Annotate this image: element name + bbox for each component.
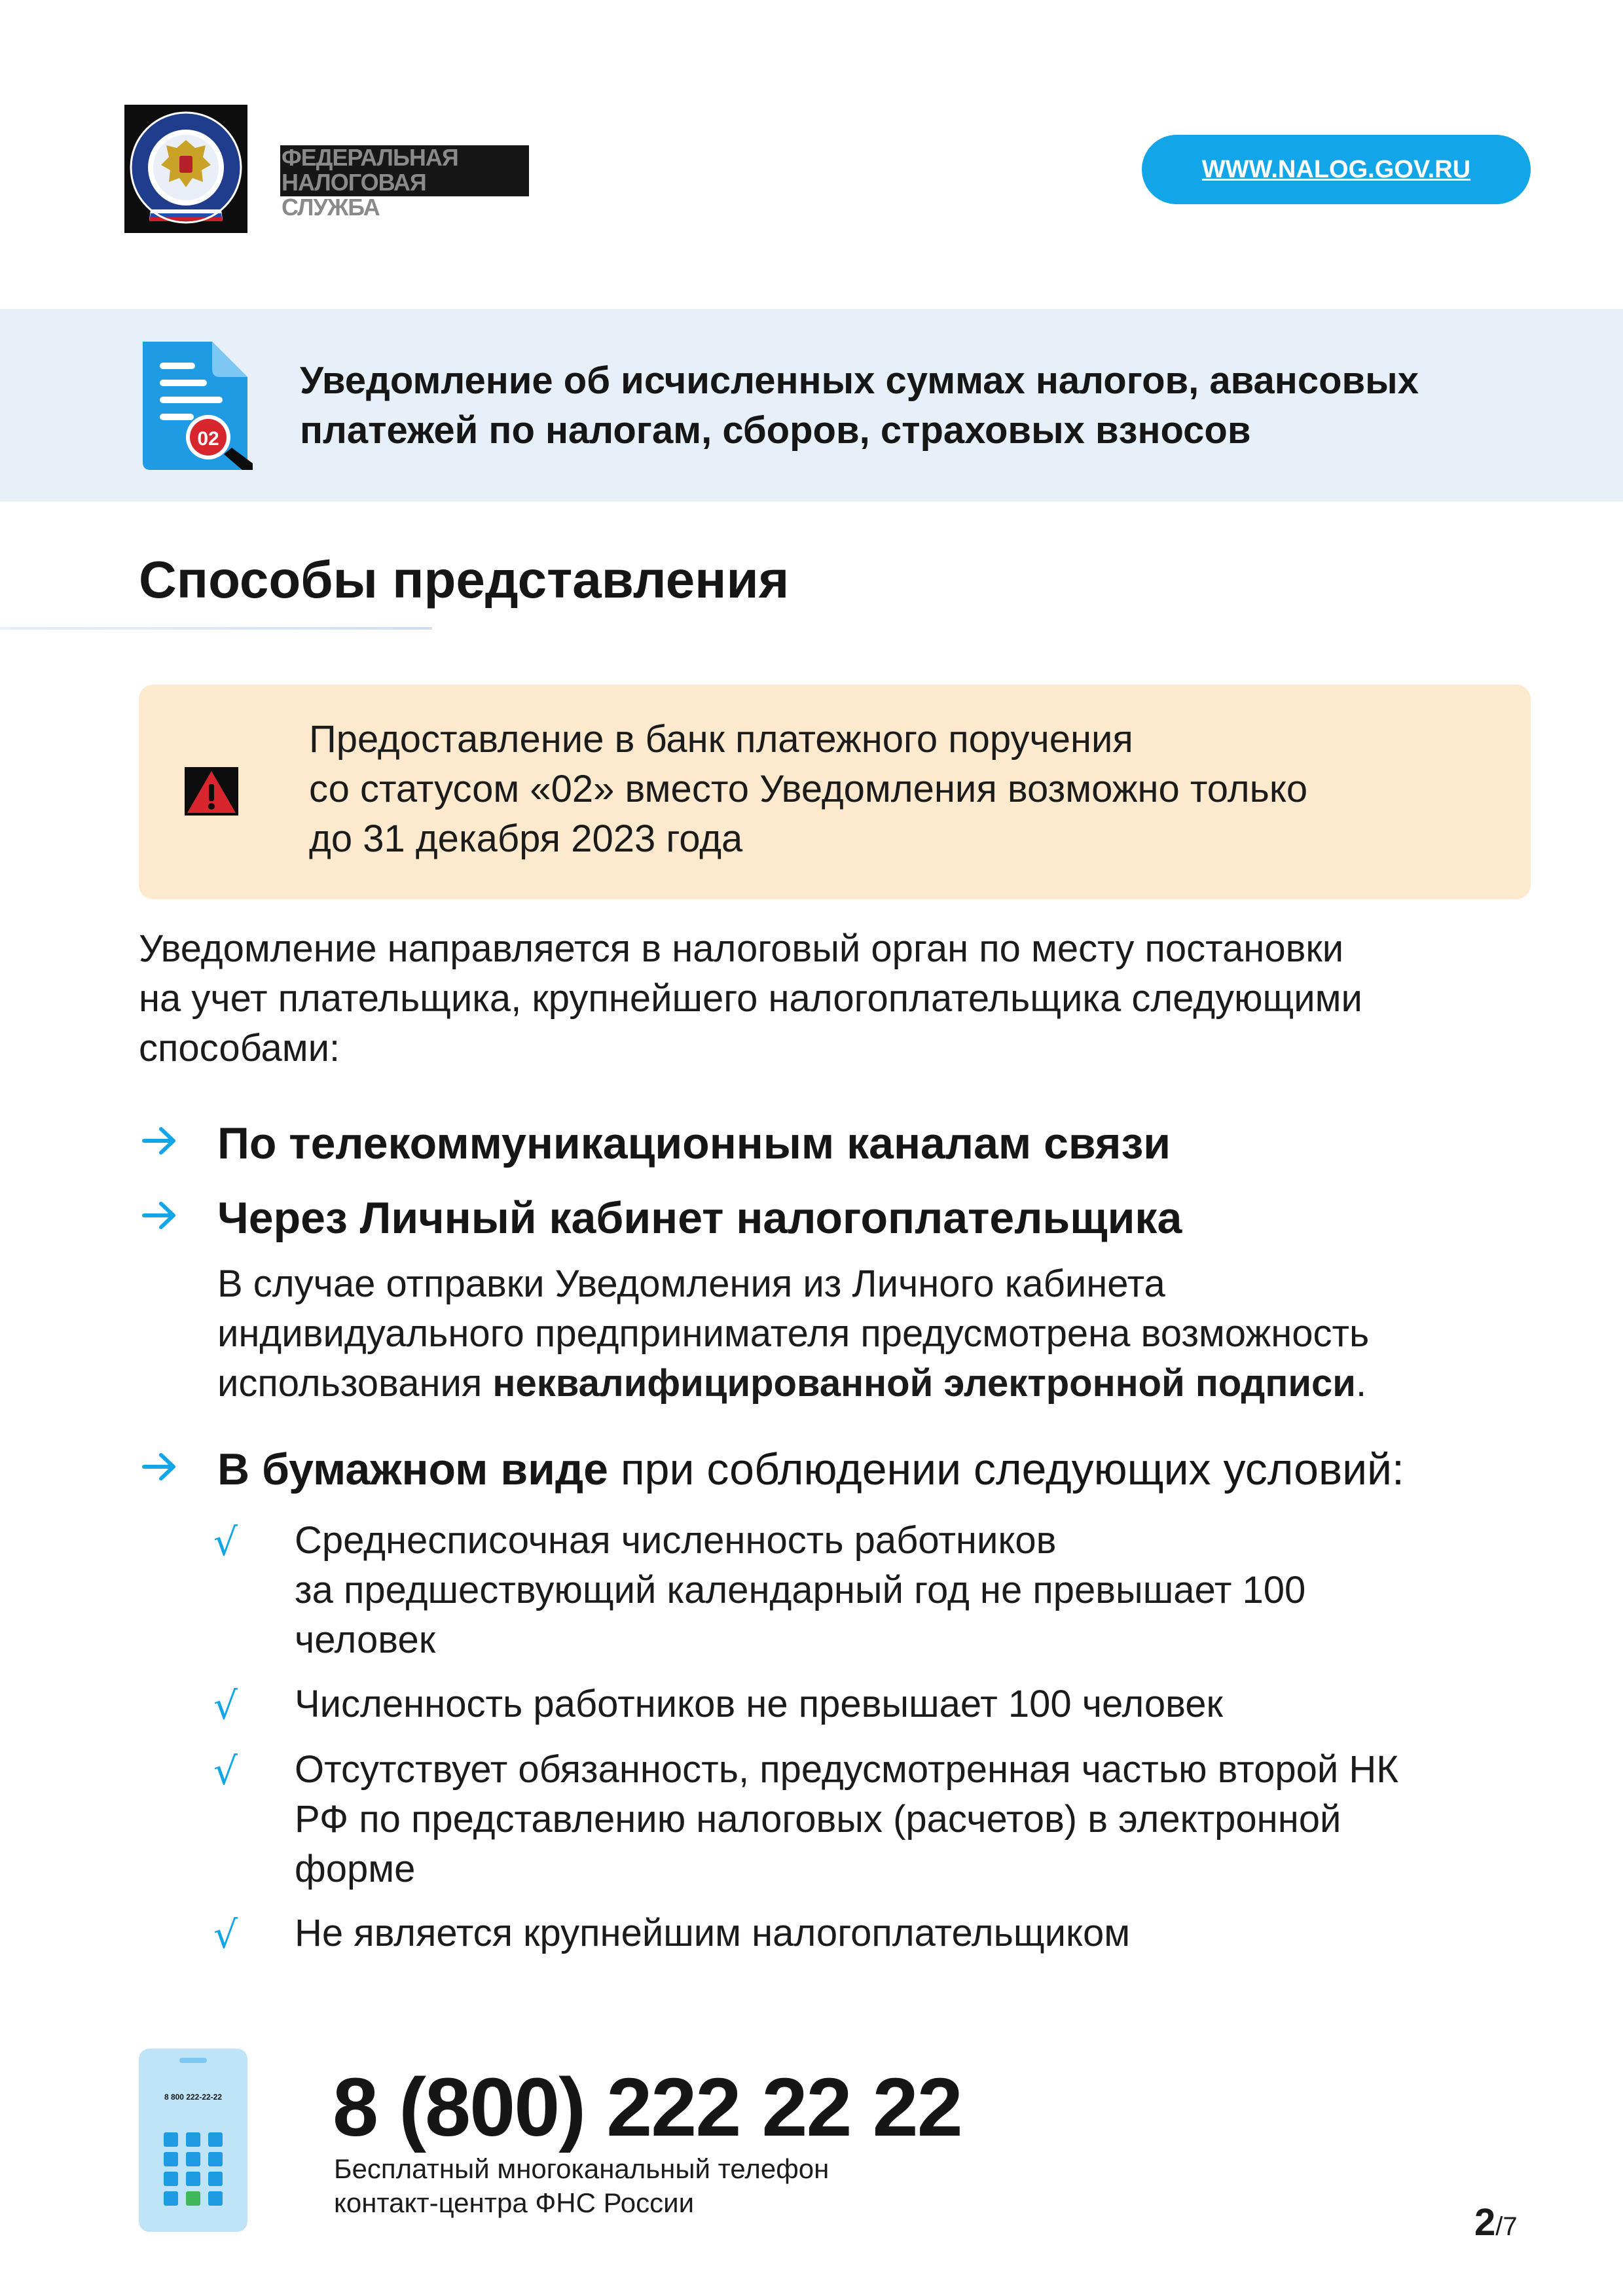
page-total: /7: [1495, 2212, 1518, 2241]
check-icon: √: [213, 1912, 238, 1957]
icon-badge-text: 02: [197, 428, 219, 450]
hotline-caption: [334, 2152, 989, 2220]
warning-text: [309, 715, 1501, 864]
condition-2-line1: Численность работников не превышает 100 человек: [295, 1683, 1223, 1725]
phone-screen-text: 8 800 222-22-22: [164, 2092, 223, 2102]
warning-line3: до 31 декабря 2023 года: [309, 817, 743, 860]
condition-3-line3: форме: [295, 1848, 416, 1890]
method-paper-rest: при соблюдении следующих условий:: [608, 1444, 1404, 1494]
arrow-right-icon: [139, 1194, 182, 1237]
check-icon: √: [213, 1683, 238, 1728]
cabinet-note-line3: [217, 1359, 1553, 1408]
arrow-right-icon: [139, 1119, 182, 1162]
section-heading: Способы представления: [139, 550, 790, 609]
method-paper: [139, 1443, 1579, 1501]
hotline-phone-number[interactable]: 8 (800) 222 22 22: [333, 2061, 962, 2153]
document-notification-icon: [136, 339, 258, 473]
title-line1: Уведомление об исчисленных суммах налогов, авансовых: [300, 359, 1419, 402]
page-number: [1474, 2202, 1518, 2248]
condition-2-text: [295, 1679, 1552, 1729]
intro-paragraph: [139, 924, 1540, 1073]
check-icon: √: [213, 1520, 238, 1564]
intro-line3: способами:: [139, 1027, 340, 1069]
cabinet-note: [217, 1259, 1553, 1408]
warning-triangle-icon: [185, 767, 238, 816]
cabinet-note-line1: В случае отправки Уведомления из Личного кабинета: [217, 1263, 1165, 1305]
document-title: [300, 356, 1544, 456]
page-current: 2: [1474, 2201, 1496, 2244]
org-name-line1: ФЕДЕРАЛЬНАЯ: [282, 144, 458, 171]
method-telecom: [139, 1117, 1579, 1175]
caption-line2: контакт-центра ФНС России: [334, 2187, 695, 2218]
condition-1-line1: Среднесписочная численность работников: [295, 1519, 1057, 1562]
heading-underline: [0, 627, 432, 630]
condition-3-line1: Отсутствует обязанность, предусмотренная частью второй НК: [295, 1748, 1399, 1791]
condition-3-text: [295, 1745, 1552, 1894]
condition-4-text: [295, 1909, 1552, 1958]
check-icon: √: [213, 1749, 238, 1793]
fns-wordmark: [280, 144, 529, 221]
method-telecom-label: По телекоммуникационным каналам связи: [217, 1119, 1171, 1168]
cabinet-note-line3-start: использования: [217, 1362, 493, 1405]
method-cabinet-label: Через Личный кабинет налогоплательщика: [217, 1193, 1182, 1243]
intro-line1: Уведомление направляется в налоговый орган по месту постановки: [139, 927, 1344, 970]
arrow-right-icon: [139, 1445, 182, 1488]
title-line2: платежей по налогам, сборов, страховых взносов: [300, 409, 1251, 452]
method-paper-label: [217, 1443, 1404, 1496]
condition-1-text: [295, 1516, 1552, 1665]
website-link-button[interactable]: WWW.NALOG.GOV.RU: [1142, 135, 1531, 204]
condition-1-line2: за предшествующий календарный год не превышает 100: [295, 1569, 1306, 1611]
org-name-line2: НАЛОГОВАЯ СЛУЖБА: [282, 169, 426, 221]
condition-1-line3: человек: [295, 1619, 436, 1661]
method-paper-bold: В бумажном виде: [217, 1444, 608, 1494]
intro-line2: на учет плательщика, крупнейшего налогоплательщика следующими: [139, 977, 1362, 1020]
phone-keypad-icon: [139, 2049, 247, 2232]
warning-line1: Предоставление в банк платежного поручения: [309, 718, 1133, 761]
cabinet-note-line3-end: .: [1355, 1362, 1367, 1405]
method-cabinet: [139, 1191, 1579, 1250]
fns-emblem-logo: [124, 105, 247, 233]
condition-4-line1: Не является крупнейшим налогоплательщиком: [295, 1912, 1131, 1954]
cabinet-note-line2: индивидуального предпринимателя предусмотрена возможность: [217, 1312, 1370, 1355]
condition-3-line2: РФ по представлению налоговых (расчетов) в электронной: [295, 1798, 1341, 1840]
caption-line1: Бесплатный многоканальный телефон: [334, 2153, 830, 2184]
cabinet-note-line3-bold: неквалифицированной электронной подписи: [492, 1362, 1356, 1405]
warning-line2: со статусом «02» вместо Уведомления возможно только: [309, 768, 1308, 810]
